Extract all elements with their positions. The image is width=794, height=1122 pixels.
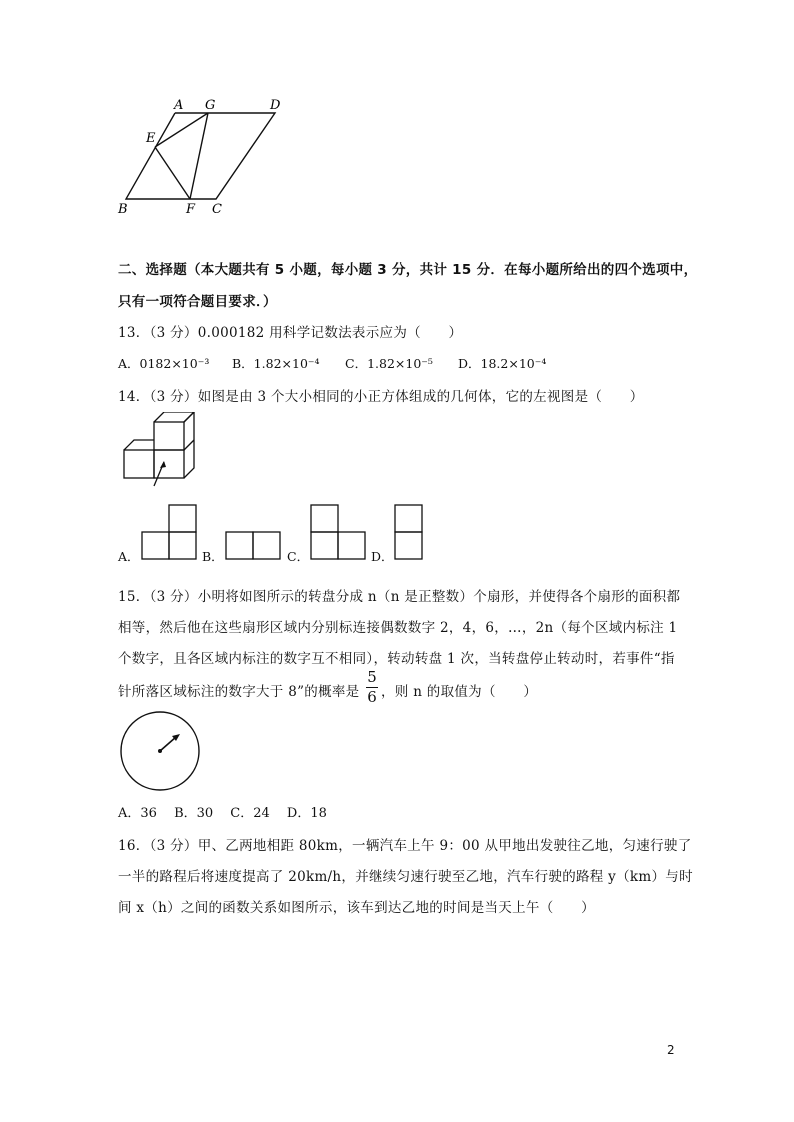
view-arrow-icon	[160, 461, 166, 468]
q14-cube-figure	[118, 412, 198, 492]
fraction-denominator: 6	[367, 688, 377, 706]
label-f: F	[186, 202, 196, 217]
q15-line4-after: ，则 n 的取值为（ ）	[381, 684, 538, 700]
q13-stem: 13．（3 分）0.000182 用科学记数法表示应为（ ）	[118, 325, 463, 341]
segment-gf	[190, 113, 208, 199]
spinner-pointer	[160, 737, 176, 751]
label-b: B	[118, 202, 128, 217]
label-g: G	[205, 98, 216, 113]
q14-option-c-figure	[309, 503, 369, 561]
q16-line3: 间 x（h）之间的函数关系如图所示，该车到达乙地的时间是当天上午（ ）	[118, 900, 595, 916]
q13-option-d: D．18.2×10⁻⁴	[458, 356, 547, 371]
segment-eg	[155, 113, 208, 147]
q16-line2: 一半的路程后将速度提高了 20km/h，并继续匀速行驶至乙地，汽车行驶的路程 y（km）与时	[118, 869, 693, 885]
q14-option-b-figure	[224, 530, 284, 561]
spinner-figure	[118, 709, 202, 793]
q15-line1: 15．（3 分）小明将如图所示的转盘分成 n（n 是正整数）个扇形，并使得各个扇形的面积都	[118, 589, 681, 605]
label-c: C	[212, 202, 222, 217]
label-a: A	[174, 98, 184, 113]
parallelogram-figure	[110, 95, 310, 225]
section-heading-line1: 二、选择题（本大题共有 5 小题，每小题 3 分，共计 15 分．在每小题所给出的四个选项中，	[118, 262, 698, 278]
q15-line4-before: 针所落区域标注的数字大于 8”的概率是	[118, 684, 360, 700]
q14-option-d-figure	[393, 503, 426, 561]
q14-stem: 14．（3 分）如图是由 3 个大小相同的小正方体组成的几何体，它的左视图是（ ）	[118, 389, 644, 405]
q14-option-a-label: A．	[118, 549, 140, 564]
q15-options: A．36 B．30 C．24 D．18	[118, 806, 327, 821]
q16-line1: 16．（3 分）甲、乙两地相距 80km，一辆汽车上午 9：00 从甲地出发驶往乙地，匀速行驶了	[118, 838, 692, 854]
q14-option-b-label: B．	[202, 549, 224, 564]
q15-line3: 个数字，且各区域内标注的数字互不相同），转动转盘 1 次，当转盘停止转动时，若事件“指	[118, 651, 675, 667]
q14-option-c-label: C．	[287, 549, 310, 564]
q14-option-a-figure	[140, 503, 200, 561]
fraction-numerator: 5	[367, 668, 377, 686]
q13-option-a: A．0182×10⁻³	[118, 356, 210, 371]
label-d: D	[270, 98, 281, 113]
q13-option-b: B．1.82×10⁻⁴	[232, 356, 320, 371]
parallelogram-outline	[126, 113, 275, 199]
section-heading-line2: 只有一项符合题目要求．）	[118, 294, 277, 310]
q13-option-c: C．1.82×10⁻⁵	[345, 356, 433, 371]
segment-ef	[155, 147, 190, 199]
q14-option-d-label: D．	[371, 549, 394, 564]
q15-line2: 相等，然后他在这些扇形区域内分别标连接偶数数字 2，4，6，…，2n（每个区域内标注 1	[118, 620, 678, 636]
page-number: 2	[667, 1043, 675, 1057]
label-e: E	[146, 131, 156, 146]
